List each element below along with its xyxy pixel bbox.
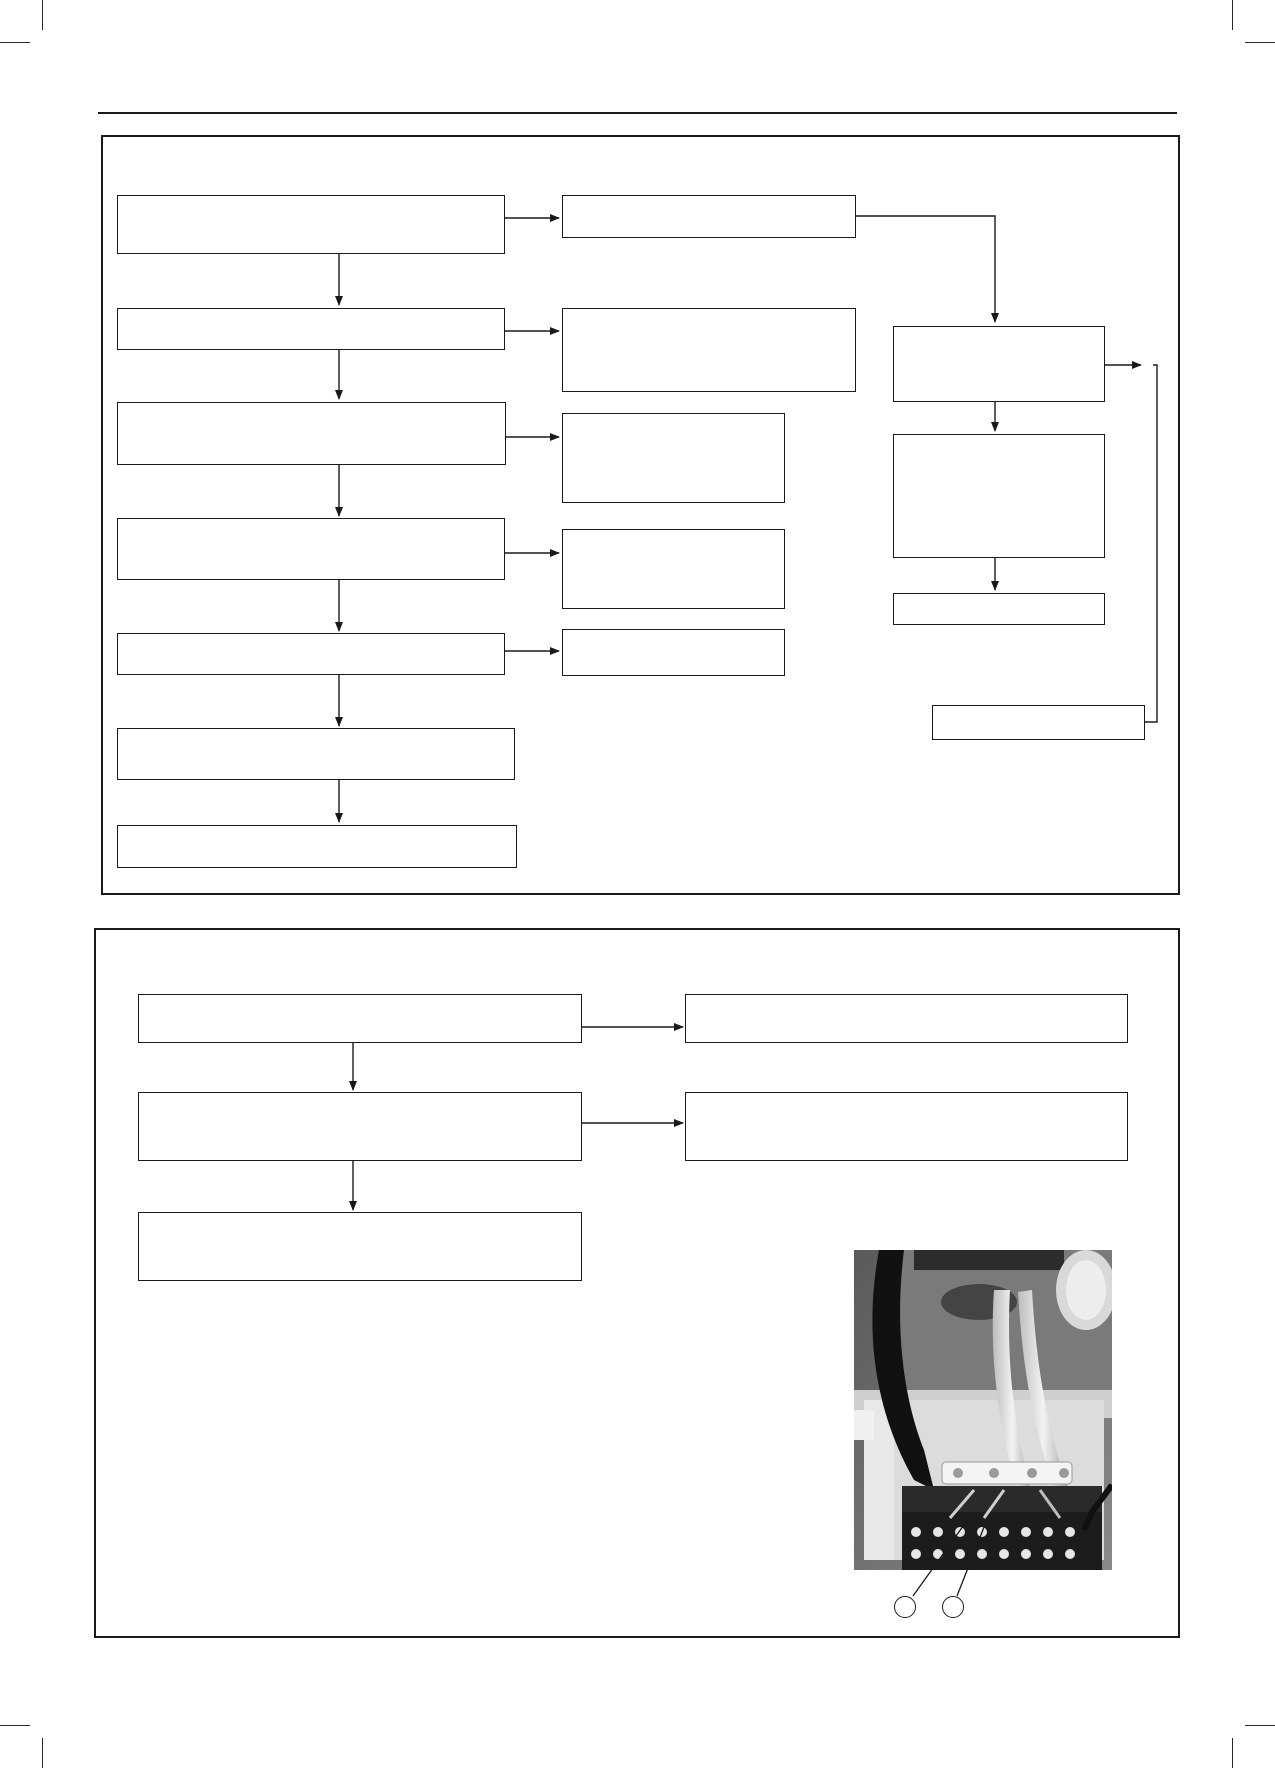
callout-circle-1 [894, 1596, 916, 1618]
callout-circle-2 [942, 1596, 964, 1618]
